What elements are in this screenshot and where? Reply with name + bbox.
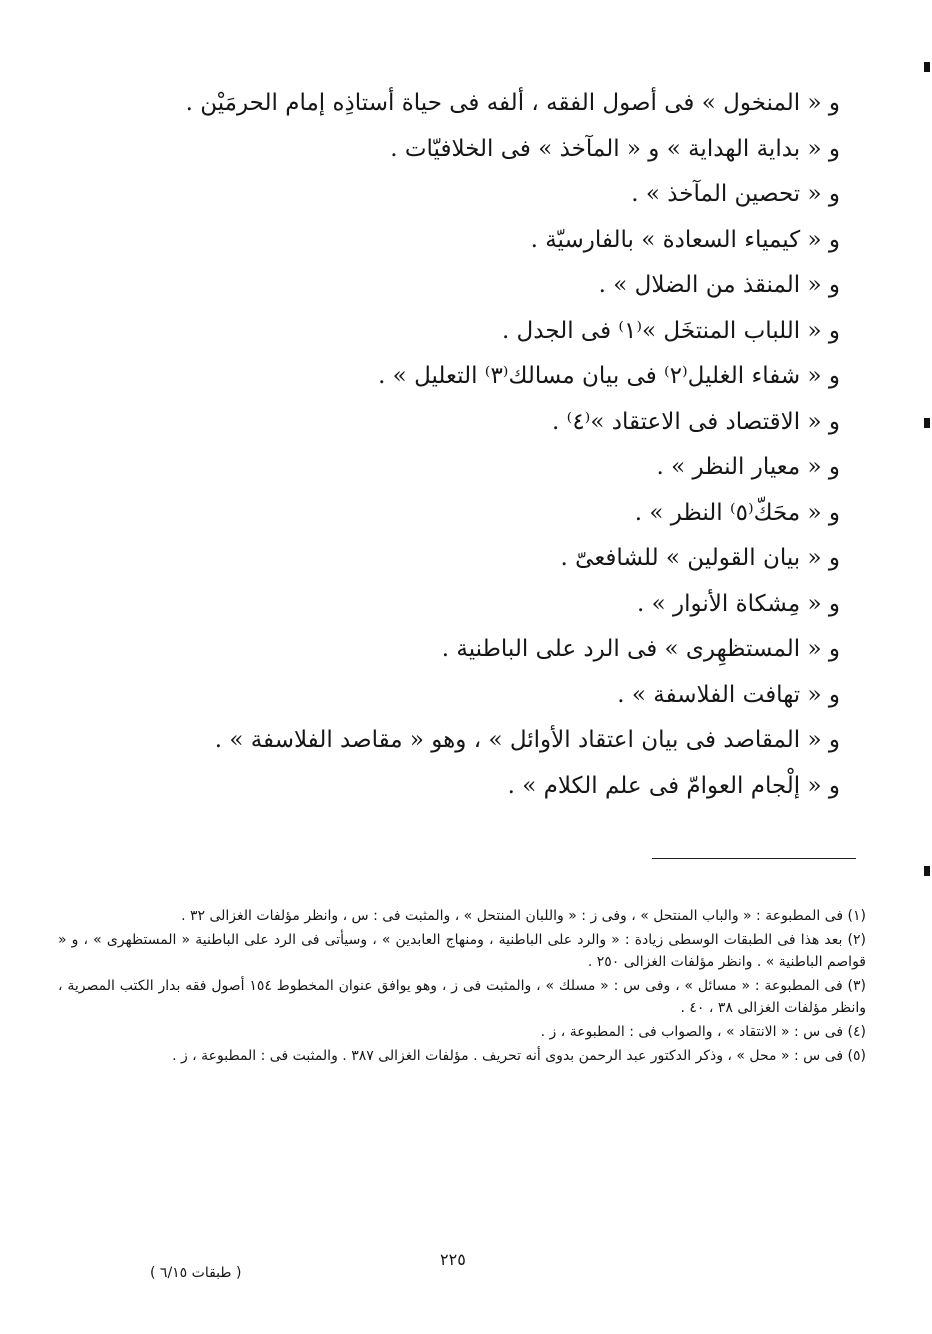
page-number: ٢٢٥ — [440, 1250, 466, 1269]
work-line: و « مِشكاة الأنوار » . — [636, 590, 840, 617]
work-line: و « بداية الهداية » و « المآخذ » فى الخلافيّات . — [390, 135, 840, 162]
work-line: و « المستظهِرى » فى الرد على الباطنية . — [441, 636, 840, 662]
works-list — [185, 84, 840, 812]
work-line: و « المنقذ من الضلال » . — [598, 272, 840, 298]
margin-mark — [924, 866, 930, 876]
work-line: و « معيار النظر » . — [656, 454, 840, 480]
work-line: و « اللباب المنتخَل »⁽١⁾ فى الجدل . — [501, 317, 840, 344]
work-line: و « كيمياء السعادة » بالفارسيّة . — [530, 226, 840, 253]
work-line: و « إلْجام العوامّ فى علم الكلام » . — [507, 772, 840, 799]
work-line: و « الاقتصاد فى الاعتقاد »⁽٤⁾ . — [552, 408, 840, 435]
work-line: و « تهافت الفلاسفة » . — [617, 681, 840, 708]
signature-mark: ( طبقات ٦/١٥ ) — [150, 1265, 242, 1281]
work-line: و « شفاء الغليل⁽٢⁾ فى بيان مسالك⁽٣⁾ التعليل » . — [378, 363, 840, 389]
work-line: و « المنخول » فى أصول الفقه ، ألفه فى حياة أستاذِه إمام الحرمَيْن . — [185, 90, 840, 116]
footnote-separator — [652, 858, 856, 859]
margin-mark — [924, 62, 930, 72]
footnote-2: (٢) بعد هذا فى الطبقات الوسطى زيادة : « والرد على الباطنية ، ومنهاج العابدين » ، وسيأتى فى الرد على الباطنية « المستظهرى » ، و « قواصم الباطنية » . وانظر مؤلفات الغزالى ٢٥٠ . — [58, 931, 866, 971]
work-line: و « تحصين المآخذ » . — [631, 181, 840, 207]
margin-mark — [924, 418, 930, 428]
footnote-5: (٥) فى س : « محل » ، وذكر الدكتور عبد الرحمن بدوى أنه تحريف . مؤلفات الغزالى ٣٨٧ . والمثبت فى : المطبوعة ، ز . — [172, 1047, 866, 1064]
footnotes — [58, 905, 866, 1068]
work-line: و « محَكّ⁽٥⁾ النظر » . — [634, 499, 840, 526]
footnote-3: (٣) فى المطبوعة : « مسائل » ، وفى س : « مسلك » ، والمثبت فى ز ، وهو يوافق عنوان المخطوط ١٥٤ أصول فقه بدار الكتب المصرية ، وانظر مؤلفات الغزالى ٣٨ ، ٤٠ . — [58, 977, 867, 1017]
footnote-4: (٤) فى س : « الانتقاد » ، والصواب فى : المطبوعة ، ز . — [540, 1023, 866, 1040]
footnote-1: (١) فى المطبوعة : « والباب المنتحل » ، وفى ز : « واللبان المنتحل » ، والمثبت فى : س ، وانظر مؤلفات الغزالى ٣٢ . — [181, 908, 866, 924]
work-line: و « المقاصد فى بيان اعتقاد الأوائل » ، وهو « مقاصد الفلاسفة » . — [214, 727, 840, 753]
work-line: و « بيان القولين » للشافعىّ . — [560, 545, 840, 571]
